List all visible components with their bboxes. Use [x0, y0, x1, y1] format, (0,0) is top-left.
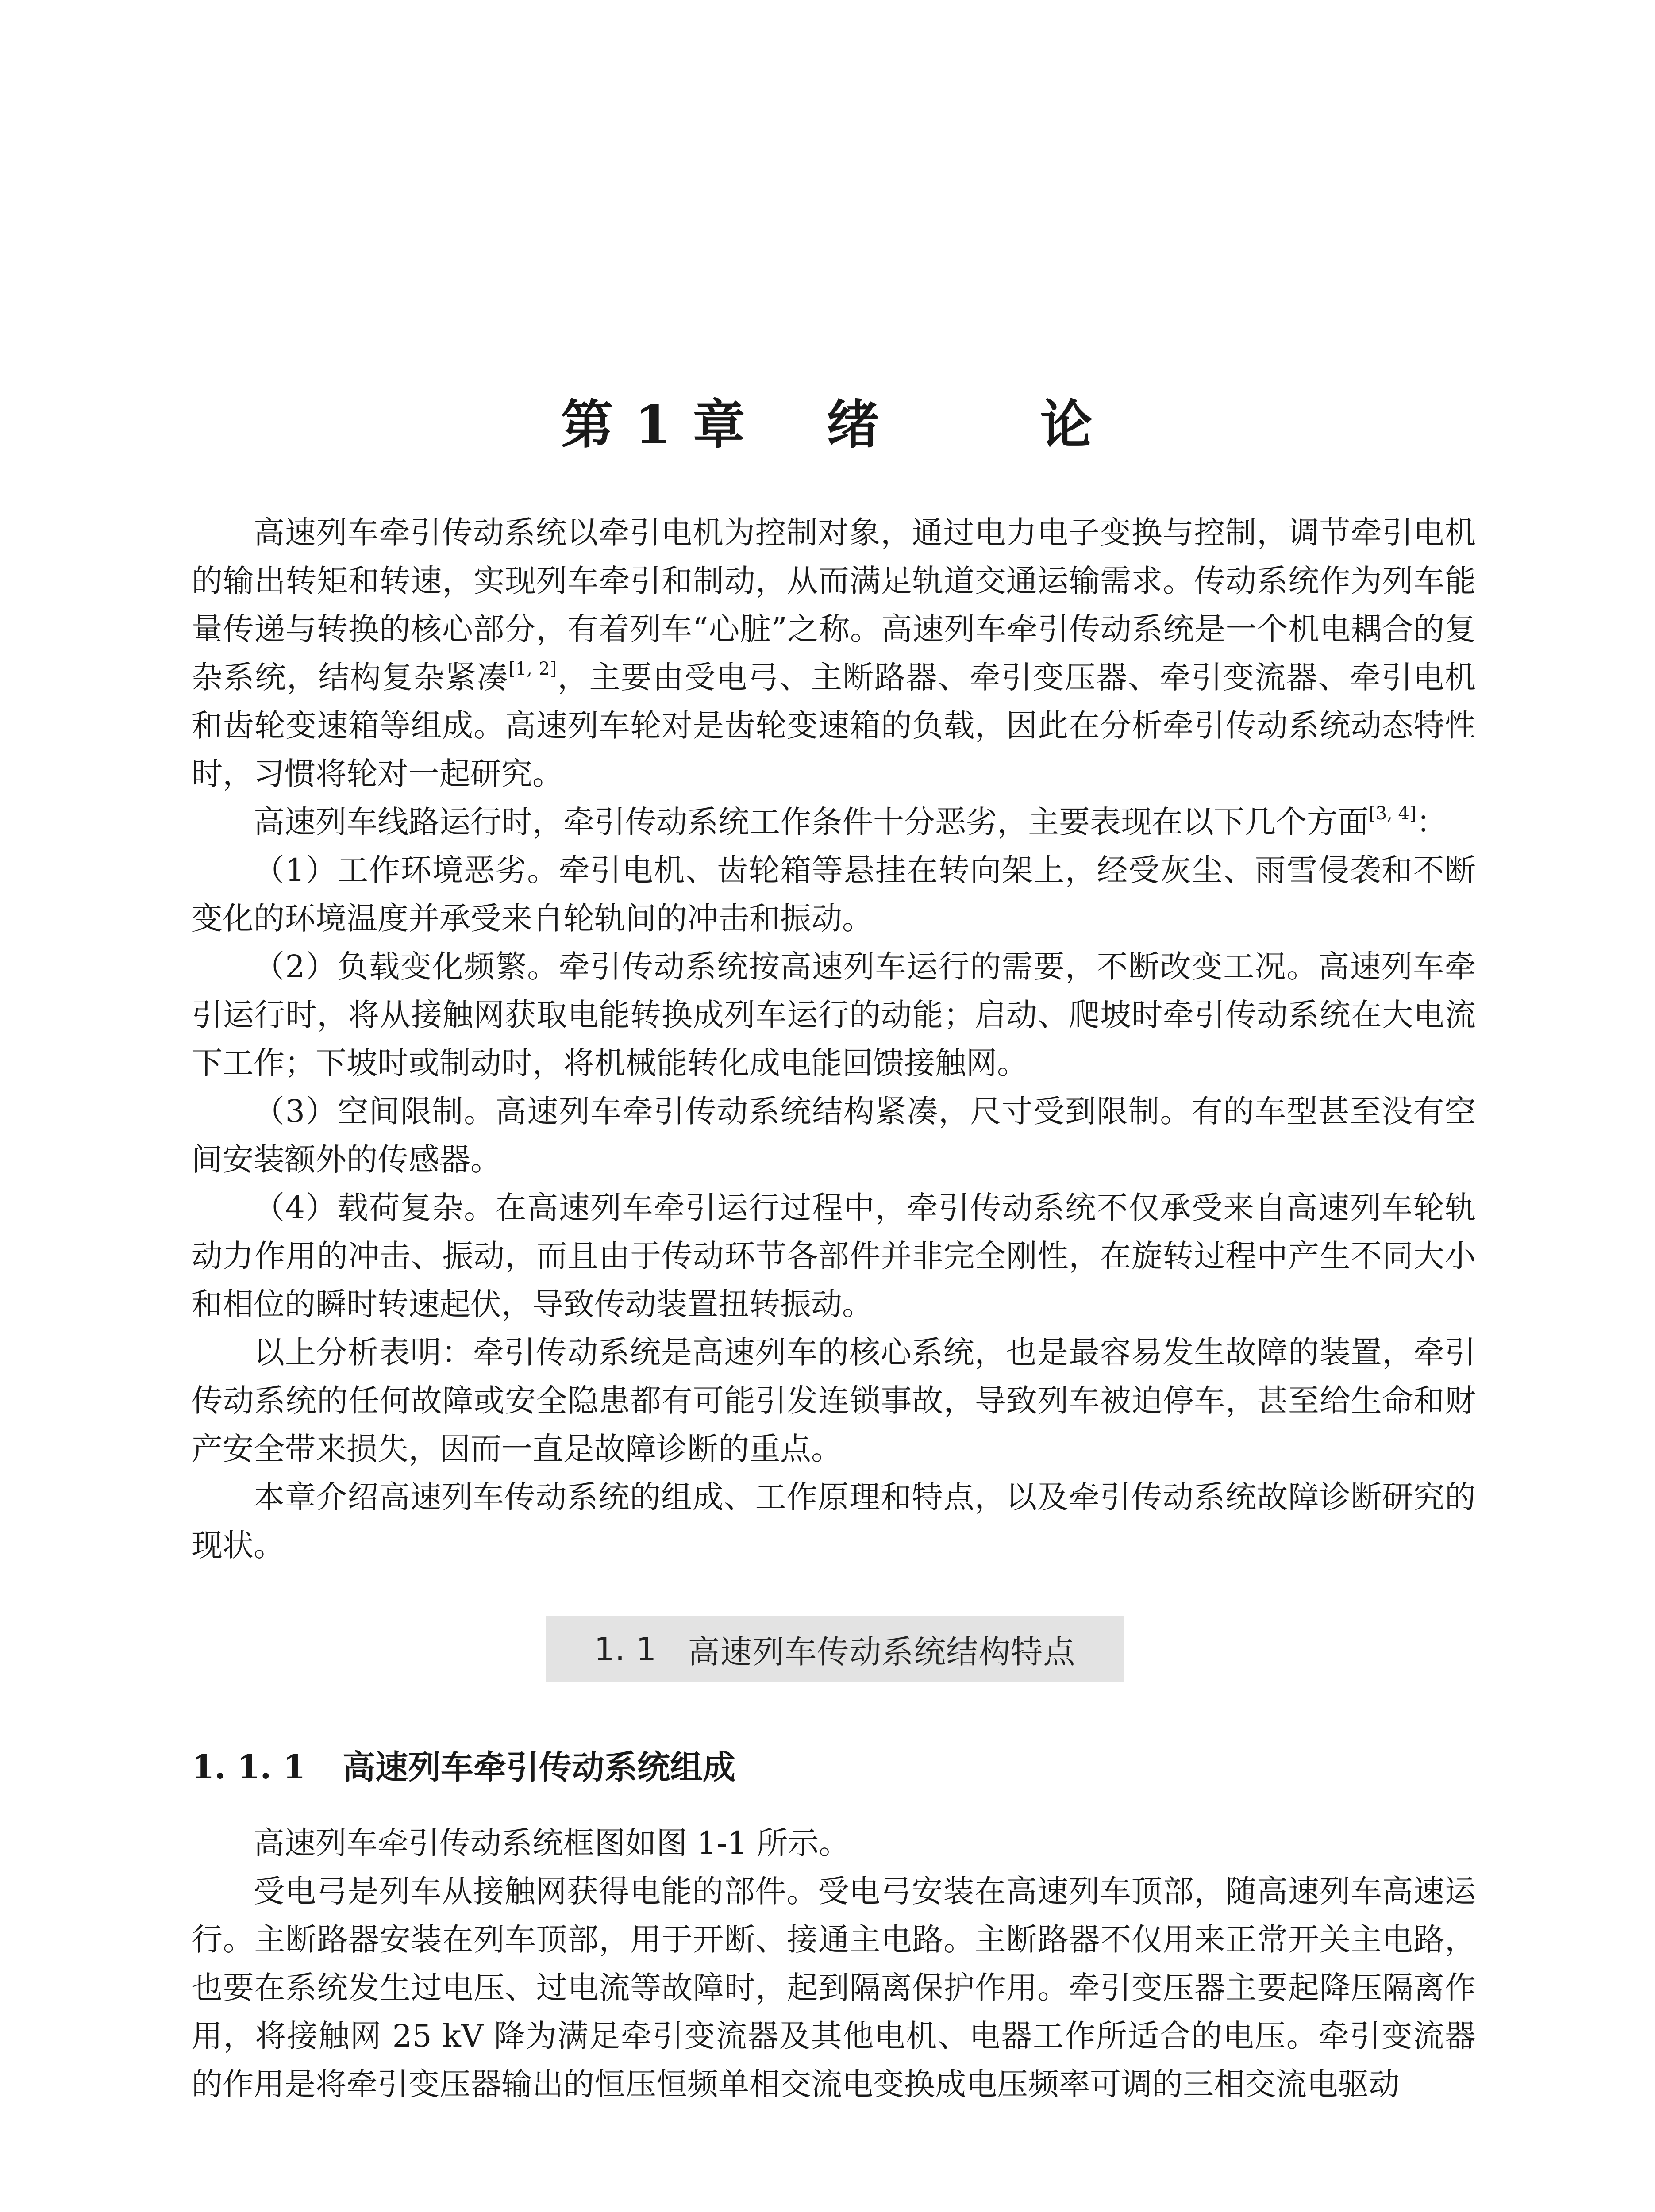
paragraph: （3）空间限制。高速列车牵引传动系统结构紧凑，尺寸受到限制。有的车型甚至没有空间安装额外的传感器。 — [192, 1093, 1476, 1178]
paragraph: （1）工作环境恶劣。牵引电机、齿轮箱等悬挂在转向架上，经受灰尘、雨雪侵袭和不断变化的环境温度并承受来自轮轨间的冲击和振动。 — [192, 852, 1476, 937]
paragraph: 高速列车牵引传动系统框图如图 1-1 所示。 — [254, 1825, 850, 1861]
paragraph: 以上分析表明：牵引传动系统是高速列车的核心系统，也是最容易发生故障的装置，牵引传动系统的任何故障或安全隐患都有可能引发连锁事故，导致列车被迫停车，甚至给生命和财产安全带来损失，因而一直是故障诊断的重点。 — [192, 1334, 1476, 1467]
section-number: 1. 1 — [594, 1630, 657, 1668]
paragraph: 本章介绍高速列车传动系统的组成、工作原理和特点，以及牵引传动系统故障诊断研究的现状。 — [192, 1479, 1476, 1563]
paragraph-text: ，主要由受电弓、主断路器、牵引变压器、牵引变流器、牵引电机和齿轮变速箱等组成。高速列车轮对是齿轮变速箱的负载，因此在分析牵引传动系统动态特性时，习惯将轮对一起研究。 — [192, 659, 1476, 792]
subsection-body — [192, 1819, 1476, 2108]
chapter-title: 第 1 章 绪 论 — [561, 394, 1094, 455]
paragraph-text: 高速列车牵引传动系统以牵引电机为控制对象，通过电力电子变换与控制，调节牵引电机的输出转矩和转速，实现列车牵引和制动，从而满足轨道交通运输需求。传动系统作为列车能量传递与转换的核心部分，有着列车“心脏”之称。高速列车牵引传动系统是一个机电耦合的复杂系统，结构复杂紧凑 — [192, 515, 1476, 695]
citation: [1, 2] — [508, 659, 557, 679]
paragraph — [192, 509, 1476, 798]
paragraph: （2）负载变化频繁。牵引传动系统按高速列车运行的需要，不断改变工况。高速列车牵引运行时，将从接触网获取电能转换成列车运行的动能；启动、爬坡时牵引传动系统在大电流下工作；下坡时或制动时，将机械能转化成电能回馈接触网。 — [192, 949, 1476, 1081]
paragraph: （4）载荷复杂。在高速列车牵引运行过程中，牵引传动系统不仅承受来自高速列车轮轨动力作用的冲击、振动，而且由于传动环节各部件并非完全刚性，在旋转过程中产生不同大小和相位的瞬时转速起伏，导致传动装置扭转振动。 — [192, 1190, 1476, 1322]
paragraph: 受电弓是列车从接触网获得电能的部件。受电弓安装在高速列车顶部，随高速列车高速运行。主断路器安装在列车顶部，用于开断、接通主电路。主断路器不仅用来正常开关主电路，也要在系统发生过电压、过电流等故障时，起到隔离保护作用。牵引变压器主要起降压隔离作用，将接触网 25 kV 降为满足牵引变流器及其他电机、电器工作所适合的电压。牵引变流器的作用是将牵引变压器输出的恒压恒频单相交流电变换成电压频率可调的三相交流电驱动 — [192, 1873, 1476, 2102]
section-title: 高速列车传动系统结构特点 — [688, 1633, 1076, 1671]
subsection-title: 高速列车牵引传动系统组成 — [343, 1748, 736, 1786]
intro-body — [192, 509, 1476, 1570]
subsection-number: 1. 1. 1 — [192, 1748, 306, 1786]
paragraph — [192, 798, 1476, 846]
section-heading — [546, 1616, 1124, 1682]
citation: [3, 4] — [1369, 803, 1416, 824]
paragraph-text: 高速列车线路运行时，牵引传动系统工作条件十分恶劣，主要表现在以下几个方面 — [254, 804, 1369, 840]
subsection-heading — [192, 1743, 735, 1792]
paragraph-text: ： — [1416, 804, 1447, 840]
